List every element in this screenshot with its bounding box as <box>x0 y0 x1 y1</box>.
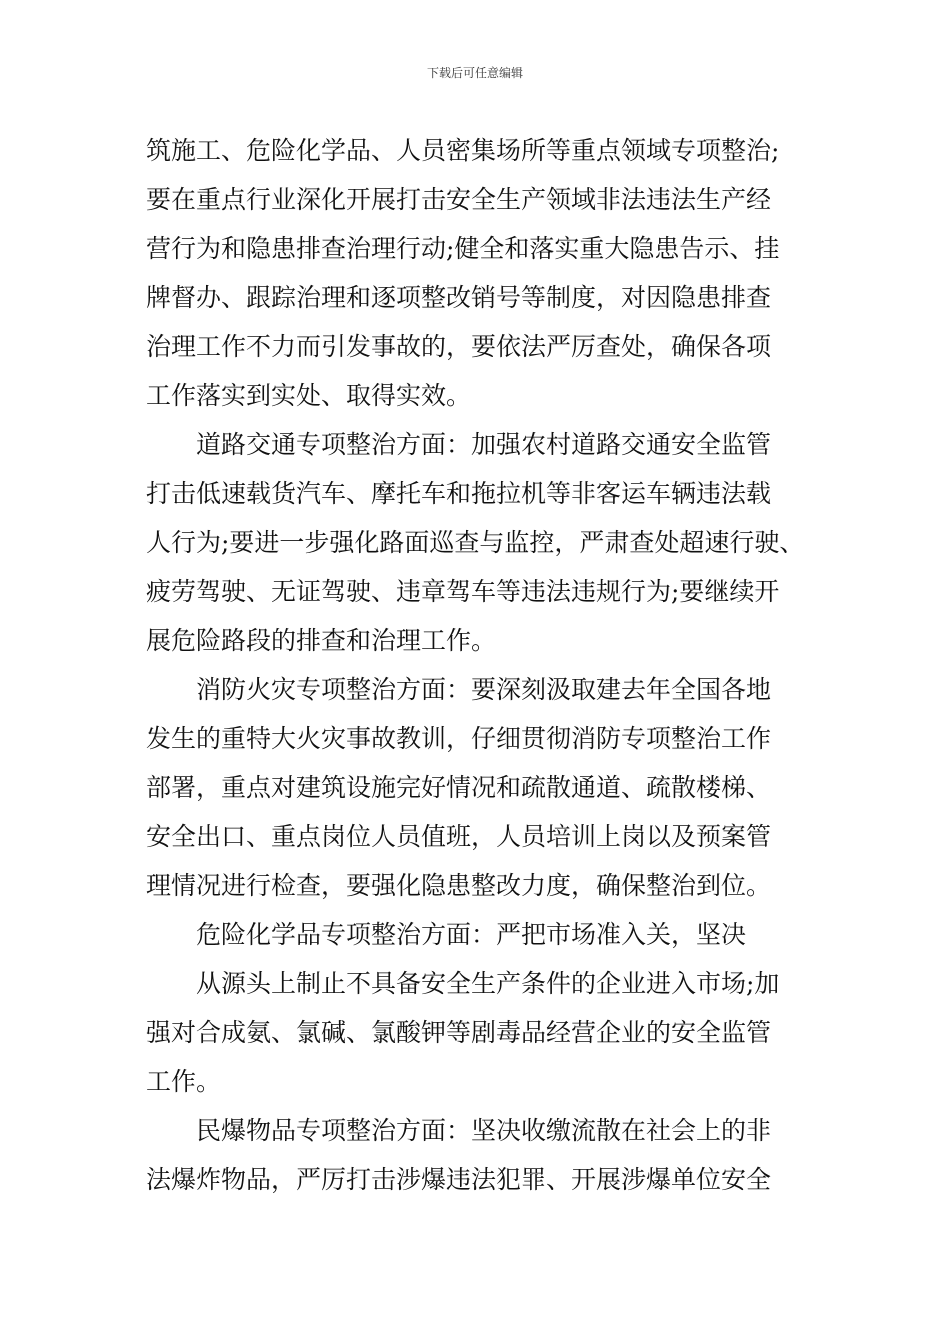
text-line: 打击低速载货汽车、摩托车和拖拉机等非客运车辆违法载 <box>146 479 772 508</box>
text-line: 筑施工、危险化学品、人员密集场所等重点领域专项整治; <box>146 136 780 165</box>
page-header: 下载后可任意编辑 <box>426 66 523 80</box>
text-line: 安全出口、重点岗位人员值班，人员培训上岗以及预案管 <box>146 822 772 851</box>
text-line: 牌督办、跟踪治理和逐项整改销号等制度，对因隐患排查 <box>146 283 772 312</box>
text-line: 展危险路段的排查和治理工作。 <box>146 626 497 655</box>
text-line: 道路交通专项整治方面：加强农村道路交通安全监管 <box>196 430 772 459</box>
text-line: 人行为;要进一步强化路面巡查与监控，严肃查处超速行驶、 <box>146 528 805 557</box>
text-line: 从源头上制止不具备安全生产条件的企业进入市场;加 <box>196 969 780 998</box>
text-line: 治理工作不力而引发事故的，要依法严厉查处，确保各项 <box>146 332 772 361</box>
text-line: 法爆炸物品，严厉打击涉爆违法犯罪、开展涉爆单位安全 <box>146 1165 772 1194</box>
text-line: 强对合成氨、氯碱、氯酸钾等剧毒品经营企业的安全监管 <box>146 1018 772 1047</box>
text-line: 要在重点行业深化开展打击安全生产领域非法违法生产经 <box>146 185 772 214</box>
text-line: 疲劳驾驶、无证驾驶、违章驾车等违法违规行为;要继续开 <box>146 577 780 606</box>
text-line: 消防火灾专项整治方面：要深刻汲取建去年全国各地 <box>196 675 772 704</box>
text-line: 理情况进行检查，要强化隐患整改力度，确保整治到位。 <box>146 871 772 900</box>
text-line: 部署，重点对建筑设施完好情况和疏散通道、疏散楼梯、 <box>146 773 772 802</box>
text-line: 危险化学品专项整治方面：严把市场准入关，坚决 <box>196 920 747 949</box>
text-line: 工作。 <box>146 1067 222 1096</box>
document-body <box>146 128 826 1206</box>
text-line: 营行为和隐患排查治理行动;健全和落实重大隐患告示、挂 <box>146 234 780 263</box>
text-line: 民爆物品专项整治方面：坚决收缴流散在社会上的非 <box>196 1116 772 1145</box>
text-line: 工作落实到实处、取得实效。 <box>146 381 472 410</box>
text-line: 发生的重特大火灾事故教训，仔细贯彻消防专项整治工作 <box>146 724 772 753</box>
